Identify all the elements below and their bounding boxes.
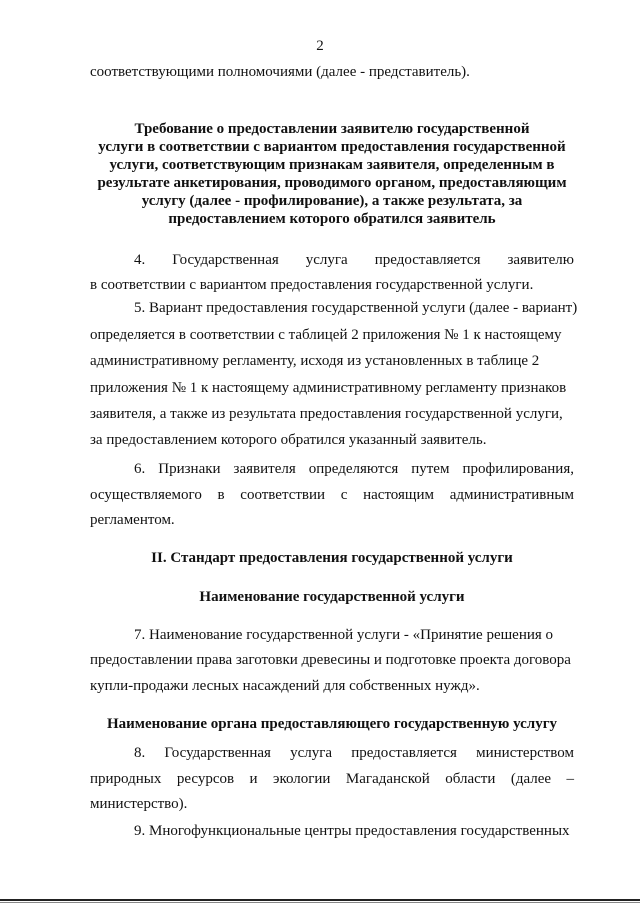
justified-line [90,771,574,788]
word: путем [411,461,450,477]
heading-line: услуги, соответствующим признакам заявителя, определенным в [109,157,555,173]
word: 8. [134,745,146,761]
word: соответствии [240,487,326,503]
text-line: купли-продажи лесных насаждений для собственных нужд». [90,678,480,694]
text-line: предоставлении права заготовки древесины и подготовке проекта договора [90,652,571,668]
word: Признаки [158,461,221,477]
text-line: 5. Вариант предоставления государственной услуги (далее - вариант) [134,300,578,316]
scan-edge-line [0,902,640,903]
word: с [340,487,348,503]
word: определяются [308,461,399,477]
word: предоставляется [351,745,457,761]
subheading: Наименование государственной услуги [199,589,465,605]
word: министерством [476,745,574,761]
scan-edge-line [0,899,640,901]
word: Государственная [172,252,279,268]
word: Магаданской [345,771,430,787]
heading-line: услуги в соответствии с вариантом предоставления государственной [98,139,566,155]
word: профилирования, [462,461,574,477]
text-line: заявителя, а также из результата предоставления государственной услуги, [90,406,563,422]
word: природных [90,771,162,787]
word: экологии [273,771,331,787]
heading-line: Требование о предоставлении заявителю государственной [134,121,530,137]
subheading: Наименование органа предоставляющего государственную услугу [106,716,558,732]
text-line: административному регламенту, исходя из установленных в таблице 2 [90,353,540,369]
word: услуга [290,745,333,761]
word: (далее [510,771,552,787]
text-line: министерство). [90,796,188,812]
text-line: приложения № 1 к настоящему административному регламенту признаков [90,380,567,396]
heading-line: результате анкетирования, проводимого органом, предоставляющим [97,175,567,191]
word: ресурсов [176,771,235,787]
word: настоящим [363,487,434,503]
justified-line [90,487,574,504]
word: услуга [305,252,348,268]
text-line: 7. Наименование государственной услуги - «Принятие решения о [134,627,554,643]
word: – [566,771,574,787]
section-title: II. Стандарт предоставления государственной услуги [151,550,513,566]
heading-line: услугу (далее - профилирование), а также результата, за [141,193,523,209]
text-line: регламентом. [90,512,175,528]
page-number: 2 [316,38,324,54]
word: предоставляется [374,252,481,268]
word: осуществляемого [90,487,202,503]
text-line: определяется в соответствии с таблицей 2 приложения № 1 к настоящему [90,327,562,343]
word: заявителя [233,461,296,477]
justified-line [90,252,574,269]
justified-line [90,745,574,762]
word: и [249,771,258,787]
text-line: в соответствии с вариантом предоставления государственной услуги. [90,277,534,293]
text-line: за предоставлением которого обратился указанный заявитель. [90,432,487,448]
justified-line [90,461,574,478]
text-line: 9. Многофункциональные центры предоставления государственных [134,823,570,839]
word: области [445,771,496,787]
word: Государственная [164,745,271,761]
word: 6. [134,461,146,477]
word: административным [449,487,574,503]
word: в [217,487,225,503]
word: заявителю [507,252,574,268]
word: 4. [134,252,146,268]
heading-line: предоставлением которого обратился заявитель [168,211,496,227]
text-line: соответствующими полномочиями (далее - представитель). [90,64,470,80]
